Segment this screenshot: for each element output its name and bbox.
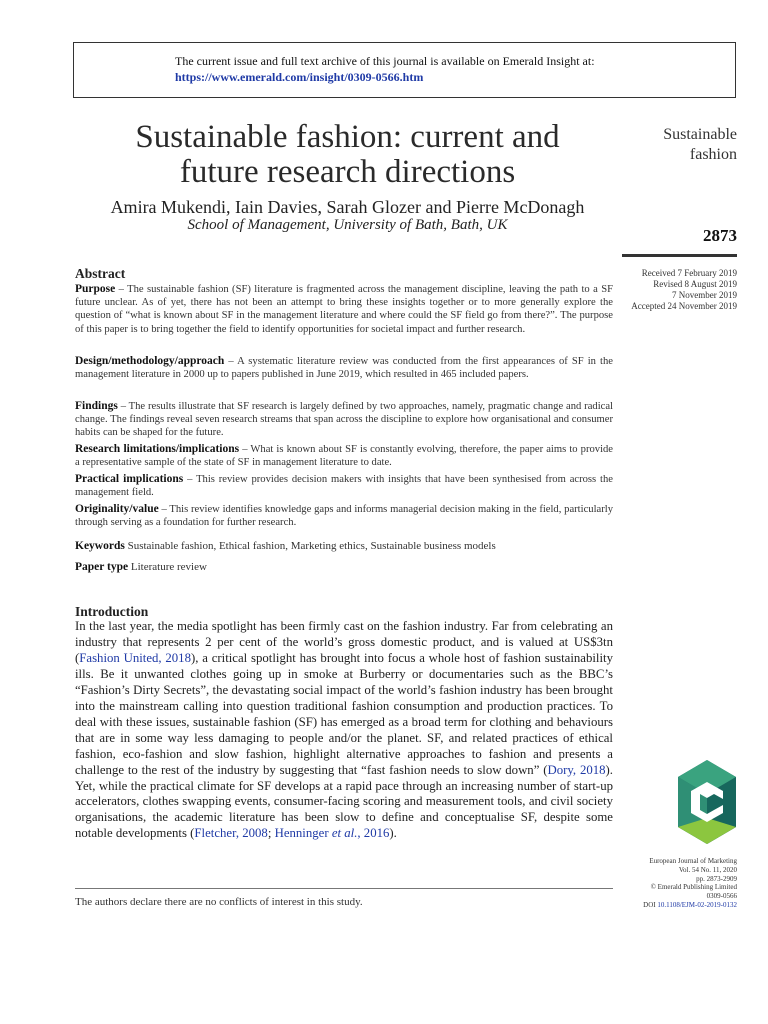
citation-henninger[interactable] — [275, 826, 390, 840]
journal-pages: pp. 2873-2909 — [696, 874, 737, 883]
practical-label: Practical implications — [75, 473, 184, 485]
citation-dory[interactable]: Dory, 2018 — [547, 762, 606, 777]
article-authors: Amira Mukendi, Iain Davies, Sarah Glozer and Pierre McDonagh — [110, 197, 585, 217]
page-number: 2873 — [703, 226, 737, 245]
doi-label: DOI — [643, 900, 658, 909]
introduction-heading: Introduction — [75, 604, 149, 619]
abstract-practical — [75, 473, 613, 499]
originality-text: – This review identifies knowledge gaps and informs managerial decision making in the field, particularly through serving as a foundation for further research. — [75, 504, 613, 529]
keywords — [75, 540, 635, 552]
abstract-originality — [75, 503, 613, 529]
purpose-label: Purpose — [75, 283, 116, 295]
running-head-line-1: Sustainable — [663, 126, 737, 143]
journal-name: European Journal of Marketing — [649, 857, 737, 865]
intro-text-4: ). — [389, 826, 397, 841]
archive-url-link[interactable]: https://www.emerald.com/insight/0309-0566.htm — [175, 70, 424, 84]
journal-volume: Vol. 54 No. 11, 2020 — [678, 865, 737, 874]
running-head-line-2: fashion — [689, 146, 737, 163]
title-line-1: Sustainable fashion: current and — [135, 119, 560, 155]
abstract-findings — [75, 400, 613, 440]
intro-text-3: ). Yet, while the practical climate for SF develops at a rapid pace through an increasing number of start-up accelerators, clothes swapping events, consumer-facing scoring and measurement tools, and civil society organisations, the academic literature has been slow to define and conceptualise SF, despite some notable developments ( — [75, 762, 614, 841]
abstract-heading: Abstract — [75, 266, 126, 281]
journal-publisher: © Emerald Publishing Limited — [650, 883, 737, 892]
journal-information — [600, 857, 737, 910]
accepted-date: Accepted 24 November 2019 — [631, 301, 737, 311]
doi-link[interactable]: 10.1108/EJM-02-2019-0132 — [657, 900, 737, 909]
journal-issn: 0309-0566 — [706, 892, 737, 901]
title-line-2: future research directions — [179, 154, 516, 190]
keywords-label: Keywords — [75, 540, 125, 552]
sidebar-rule — [622, 254, 737, 257]
purpose-text: – The sustainable fashion (SF) literature is fragmented across the management discipline, leaving the path to a SF future unclear. As of yet, there has not been an attempt to bring these insights together or to more generally explore the question of “what is known about SF in the management literature and where could the SF field go from there?”. The purpose of this paper is to bring together the field to identify opportunities for societal impact and further research. — [75, 284, 613, 335]
abstract-limitations — [75, 443, 613, 469]
design-text: – A systematic literature review was conducted from the first appearances of SF in the management literature in 2000 up to papers published in June 2019, which resulted in 465 included papers. — [75, 356, 613, 381]
citation-separator: ; — [267, 826, 275, 841]
keywords-text: Sustainable fashion, Ethical fashion, Marketing ethics, Sustainable business models — [124, 540, 496, 552]
practical-text: – This review provides decision makers with insights that have been synthesised from across the management field. — [75, 474, 613, 499]
article-history — [600, 268, 737, 312]
archive-notice-text: The current issue and full text archive of this journal is available on Emerald Insight at: — [175, 54, 595, 68]
intro-text-1: In the last year, the media spotlight has been firmly cast on the fashion industry. Far from celebrating an industry that represents 2 per cent of the world’s gross domestic product, and is valued at US$3tn ( — [75, 619, 613, 665]
running-head — [630, 125, 737, 165]
design-label: Design/methodology/approach — [75, 355, 225, 367]
abstract-design — [75, 355, 613, 381]
intro-text-2: ), a critical spotlight has brought into focus a whole host of fashion sustainability ills. Be it unwanted clothes going up in smoke at Burberry or documentaries such as the BBC’s “Fashion’s Dirty Secrets”, the devastating social impact of the world’s fashion industry has been brought into the mainstream calling into question traditional fashion consumption and production practices. To deal with these issues, sustainable fashion (SF) has emerged as a broad term for clothing and behaviours that are in some way less damaging to people and/or the planet. SF, and related practices of ethical fashion, eco-fashion and slow fashion, highlight alternative approaches to fashion and presents a challenge to the rest of the industry by suggesting that “fast fashion needs to slow down” ( — [75, 650, 613, 777]
emerald-logo-icon — [676, 758, 738, 846]
citation-henninger-year: , 2016 — [357, 826, 390, 841]
revised-date-1: Revised 8 August 2019 — [653, 279, 737, 289]
conflict-of-interest-note: The authors declare there are no conflicts of interest in this study. — [75, 896, 363, 908]
citation-henninger-author: Henninger — [274, 826, 332, 841]
citation-fashion-united[interactable]: Fashion United, 2018 — [79, 650, 191, 665]
findings-text: – The results illustrate that SF research is largely defined by two approaches, namely, pragmatic change and radical change. The findings reveal seven research streams that span across the discipline to explore how organisational and consumer habits can be shaped for the future. — [75, 401, 613, 439]
originality-label: Originality/value — [75, 503, 159, 515]
paper-type-label: Paper type — [75, 561, 129, 573]
introduction-body — [75, 619, 613, 842]
abstract-purpose — [75, 283, 613, 336]
citation-fletcher[interactable]: Fletcher, 2008 — [194, 826, 268, 841]
footnote-rule — [75, 888, 613, 889]
limitations-label: Research limitations/implications — [75, 443, 240, 455]
citation-henninger-etal: et al. — [331, 826, 358, 841]
journal-doi-line — [600, 901, 737, 910]
article-title — [75, 120, 620, 190]
limitations-text: – What is known about SF is constantly evolving, therefore, the paper aims to provide a representative sample of the state of SF in management literature to date. — [75, 444, 614, 469]
paper-type-text: Literature review — [128, 561, 207, 573]
received-date: Received 7 February 2019 — [641, 268, 737, 278]
author-affiliation: School of Management, University of Bath, Bath, UK — [187, 217, 508, 233]
paper-type — [75, 561, 635, 573]
revised-date-2: 7 November 2019 — [672, 290, 737, 300]
findings-label: Findings — [75, 400, 118, 412]
